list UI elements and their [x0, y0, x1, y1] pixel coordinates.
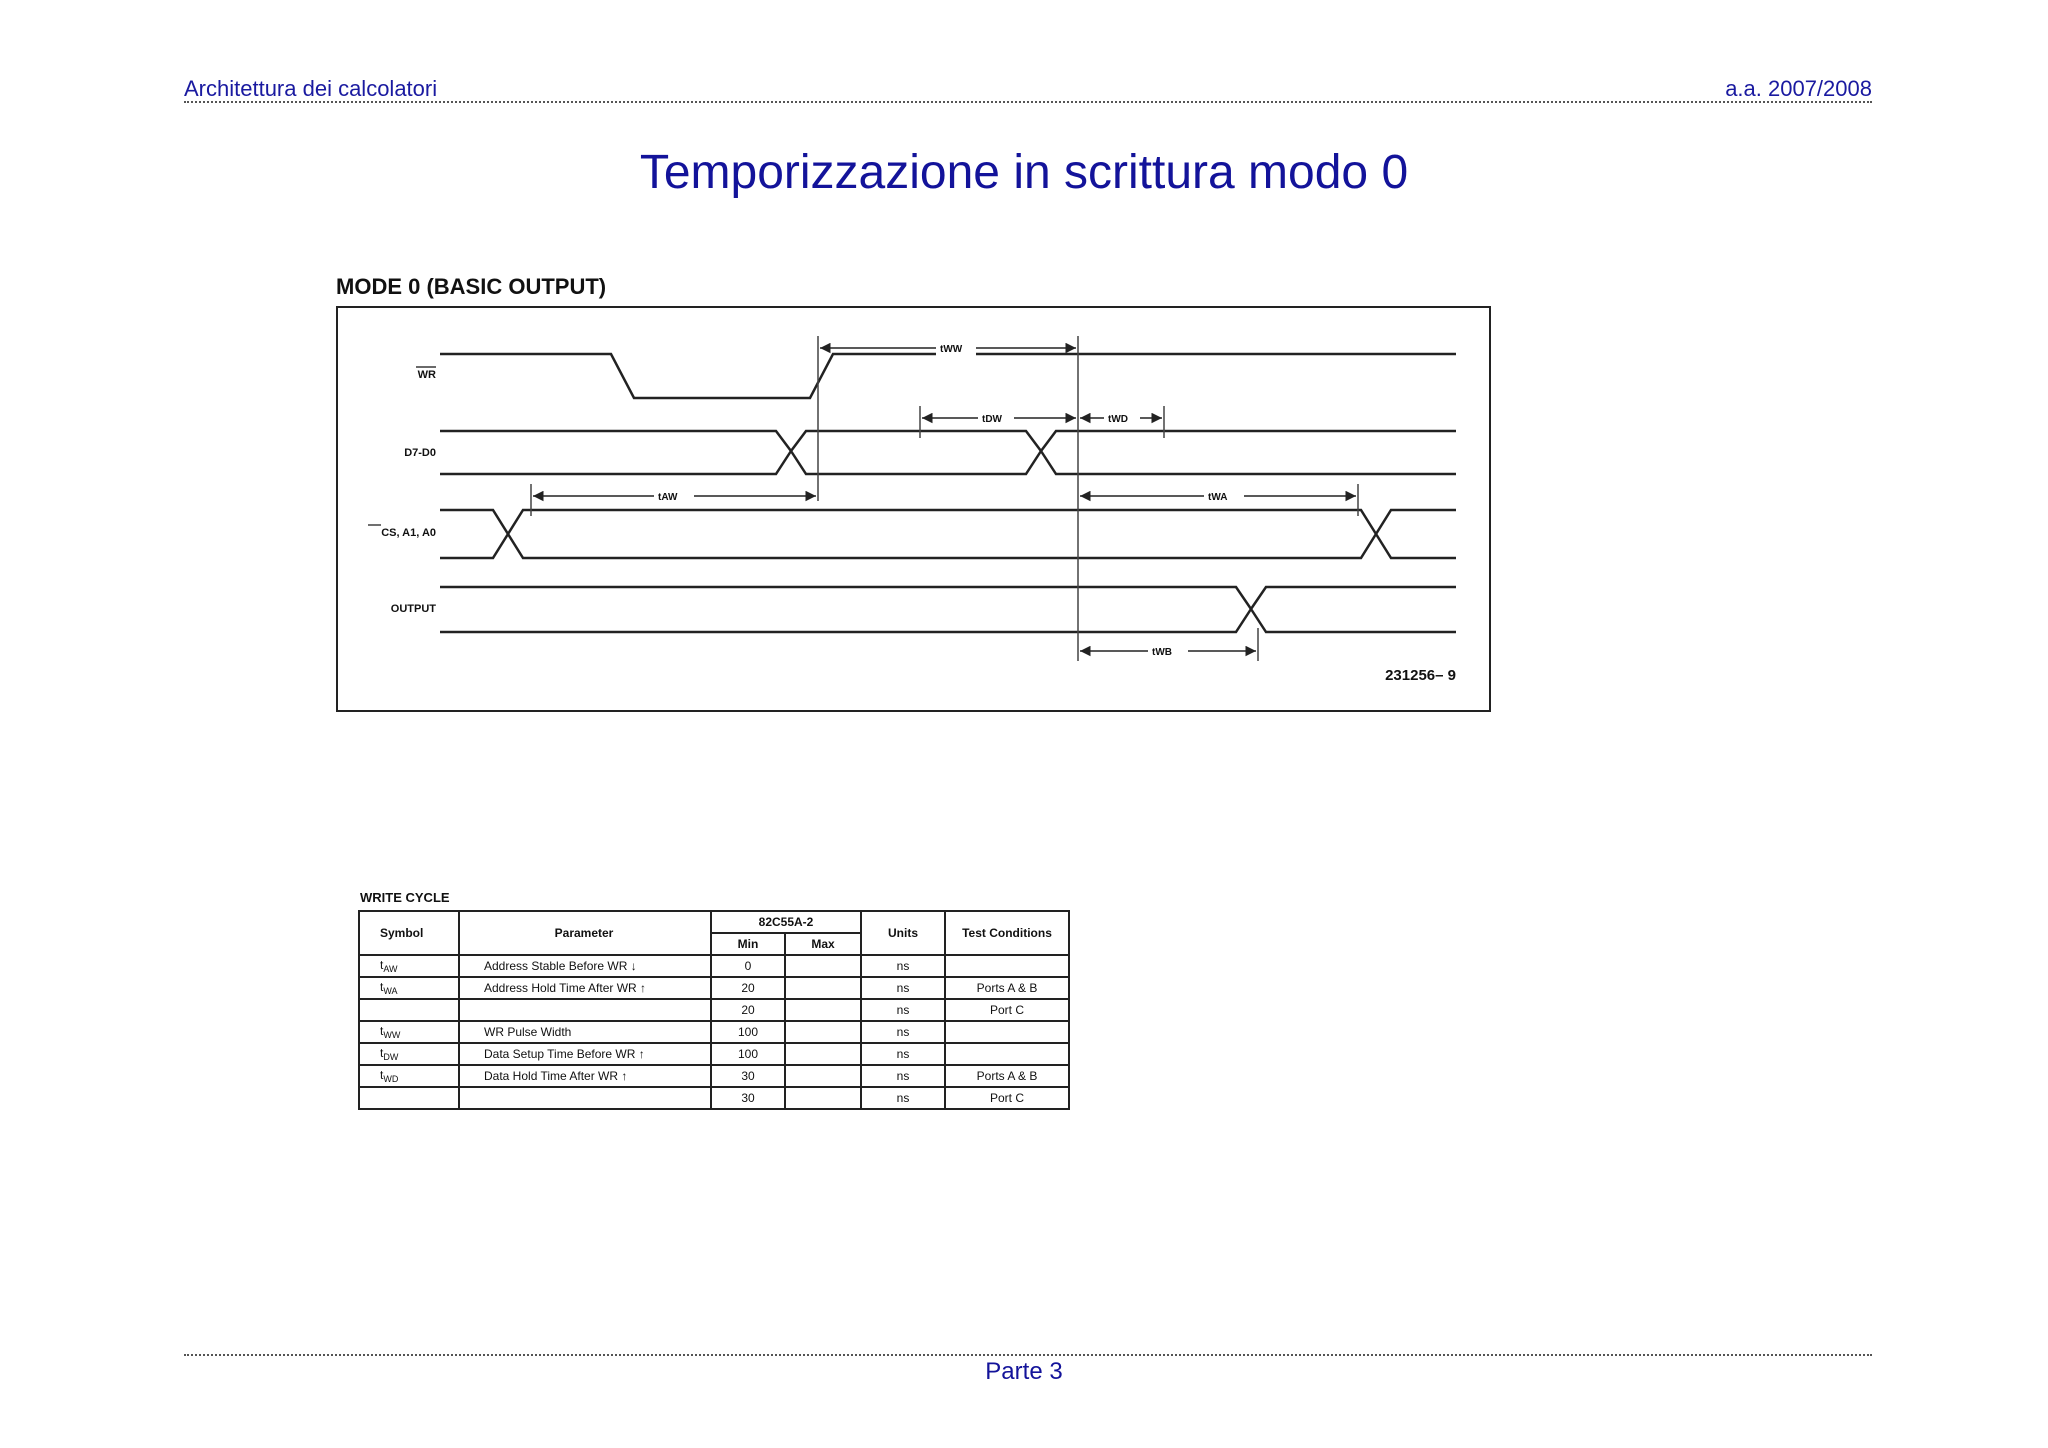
write-cycle-table: [358, 910, 1070, 1110]
units-cell: ns: [861, 1021, 945, 1043]
units-cell: ns: [861, 999, 945, 1021]
max-cell: [785, 999, 861, 1021]
max-cell: [785, 1043, 861, 1065]
tww-label: tWW: [940, 344, 963, 355]
output-waveform-top: [440, 587, 1456, 609]
max-cell: [785, 1021, 861, 1043]
col-parameter: Parameter: [459, 911, 711, 955]
min-cell: 30: [711, 1087, 785, 1109]
data-waveform-bottom: [440, 451, 1456, 474]
col-test-conditions: Test Conditions: [945, 911, 1069, 955]
min-cell: 0: [711, 955, 785, 977]
page-title: Temporizzazione in scrittura modo 0: [639, 146, 1409, 199]
symbol-cell: $t_{WD}$: [359, 1065, 459, 1087]
test-cell: Port C: [945, 1087, 1069, 1109]
units-cell: ns: [861, 1087, 945, 1109]
max-cell: [785, 1065, 861, 1087]
table-row: [359, 1087, 1069, 1109]
footer-divider: [184, 1354, 1872, 1356]
col-units: Units: [861, 911, 945, 955]
test-cell: Ports A & B: [945, 1065, 1069, 1087]
table-row: [359, 977, 1069, 999]
min-cell: 20: [711, 977, 785, 999]
table-row: [359, 1043, 1069, 1065]
symbol-cell: [359, 999, 459, 1021]
header-divider: [184, 101, 1872, 103]
test-cell: Port C: [945, 999, 1069, 1021]
signal-label-output: OUTPUT: [390, 603, 436, 615]
address-waveform-top: [440, 510, 1456, 534]
twb-label: tWB: [1152, 647, 1172, 658]
max-cell: [785, 1087, 861, 1109]
signal-label-address: CS, A1, A0: [381, 527, 436, 539]
col-device: 82C55A-2: [711, 911, 861, 933]
address-waveform-bottom: [440, 534, 1456, 558]
wr-waveform: [440, 354, 1456, 398]
max-cell: [785, 977, 861, 999]
figure-id: 231256– 9: [1385, 667, 1456, 684]
table-row: [359, 1065, 1069, 1087]
test-cell: [945, 955, 1069, 977]
min-cell: 100: [711, 1021, 785, 1043]
taw-label: tAW: [658, 492, 678, 503]
diagram-heading: MODE 0 (BASIC OUTPUT): [336, 274, 607, 299]
symbol-cell: $t_{DW}$: [359, 1043, 459, 1065]
test-cell: Ports A & B: [945, 977, 1069, 999]
parameter-cell: Address Hold Time After WR ↑: [459, 977, 711, 999]
twd-label: tWD: [1108, 414, 1128, 425]
symbol-cell: $t_{WW}$: [359, 1021, 459, 1043]
table-row: [359, 955, 1069, 977]
signal-label-wr: WR: [417, 369, 436, 381]
tdw-label: tDW: [982, 414, 1002, 425]
units-cell: ns: [861, 1043, 945, 1065]
min-cell: 100: [711, 1043, 785, 1065]
data-waveform-top: [440, 431, 1456, 451]
min-cell: 20: [711, 999, 785, 1021]
table-row: [359, 999, 1069, 1021]
units-cell: ns: [861, 955, 945, 977]
col-max: Max: [785, 933, 861, 955]
page-footer: Parte 3: [985, 1358, 1063, 1385]
timing-diagram: [336, 306, 1491, 712]
units-cell: ns: [861, 977, 945, 999]
header-course-title: Architettura dei calcolatori: [184, 76, 438, 101]
header-academic-year: a.a. 2007/2008: [1725, 76, 1872, 101]
signal-label-data: D7-D0: [404, 447, 436, 459]
units-cell: ns: [861, 1065, 945, 1087]
output-waveform-bottom: [440, 609, 1456, 632]
col-symbol: Symbol: [359, 911, 459, 955]
twa-label: tWA: [1208, 492, 1228, 503]
parameter-cell: WR Pulse Width: [459, 1021, 711, 1043]
symbol-cell: $t_{AW}$: [359, 955, 459, 977]
parameter-cell: Data Setup Time Before WR ↑: [459, 1043, 711, 1065]
test-cell: [945, 1021, 1069, 1043]
max-cell: [785, 955, 861, 977]
symbol-cell: [359, 1087, 459, 1109]
parameter-cell: [459, 1087, 711, 1109]
parameter-cell: Address Stable Before WR ↓: [459, 955, 711, 977]
symbol-cell: $t_{WA}$: [359, 977, 459, 999]
parameter-cell: [459, 999, 711, 1021]
test-cell: [945, 1043, 1069, 1065]
min-cell: 30: [711, 1065, 785, 1087]
parameter-cell: Data Hold Time After WR ↑: [459, 1065, 711, 1087]
col-min: Min: [711, 933, 785, 955]
write-cycle-heading: WRITE CYCLE: [360, 890, 450, 905]
table-row: [359, 1021, 1069, 1043]
